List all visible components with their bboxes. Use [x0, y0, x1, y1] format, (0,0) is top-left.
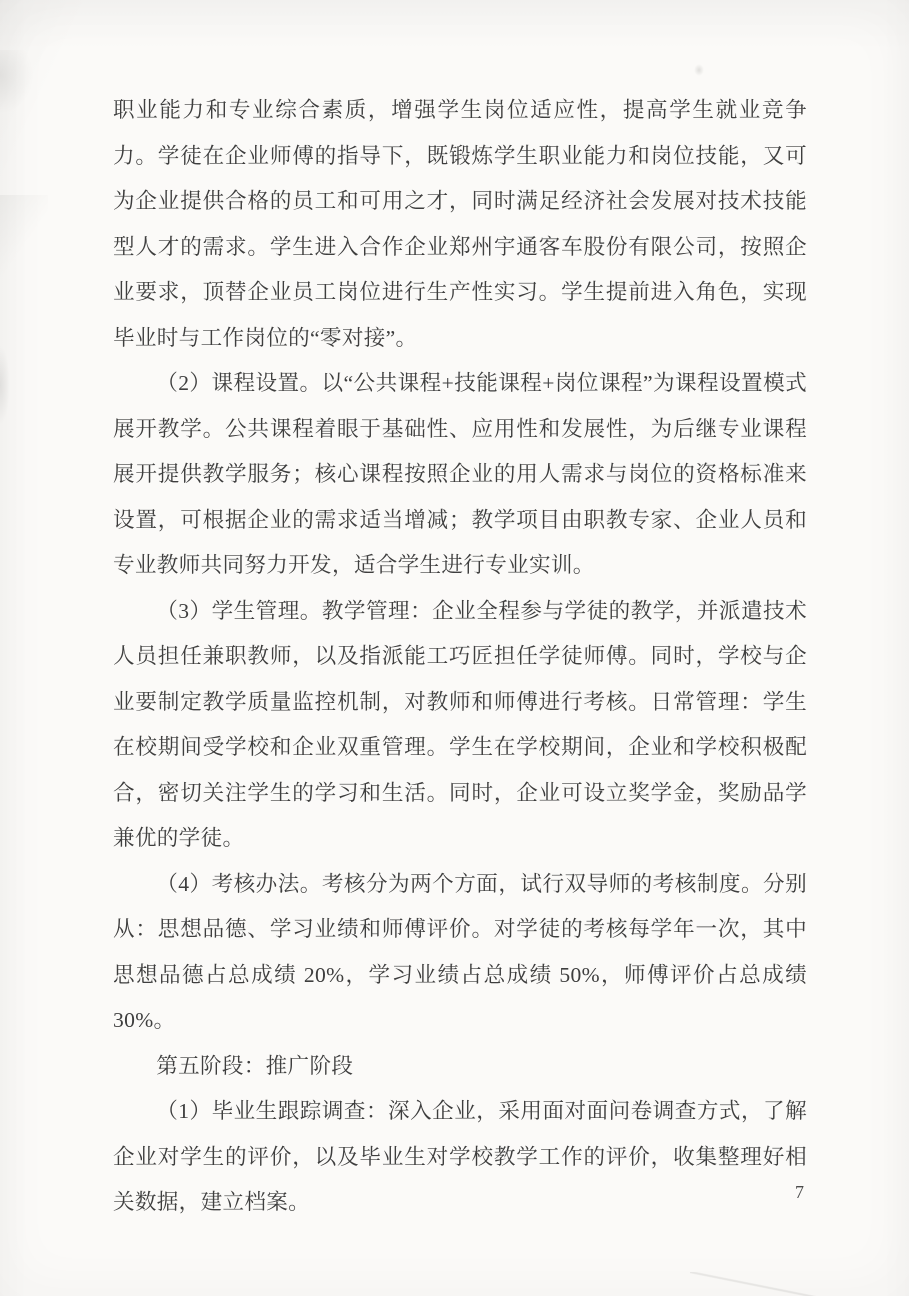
paragraph-graduate-tracking-survey: （1）毕业生跟踪调查：深入企业，采用面对面问卷调查方式，了解企业对学生的评价，以及毕业生对学校教学工作的评价，收集整理好相关数据，建立档案。: [113, 1099, 807, 1214]
scan-line-bottom: [690, 1272, 820, 1296]
scan-smudge-top-left: [0, 50, 34, 114]
paragraph-curriculum-setup: （2）课程设置。以“公共课程+技能课程+岗位课程”为课程设置模式展开教学。公共课程着眼于基础性、应用性和发展性，为后继专业课程展开提供教学服务；核心课程按照企业的用人需求与岗位的资格标准来设置，可根据企业的需求适当增减；教学项目由职教专家、企业人员和专业教师共同努力开发，适合学生进行专业实训。: [113, 371, 807, 577]
paragraph-student-management: （3）学生管理。教学管理：企业全程参与学徒的教学，并派遣技术人员担任兼职教师，以及指派能工巧匠担任学徒师傅。同时，学校与企业要制定教学质量监控机制，对教师和师傅进行考核。日常管理：学生在校期间受学校和企业双重管理。学生在学校期间，企业和学校积极配合，密切关注学生的学习和生活。同时，企业可设立奖学金，奖励品学兼优的学徒。: [113, 598, 807, 850]
scan-streak-left: [0, 195, 48, 285]
document-body: [113, 88, 807, 1226]
paragraph-assessment-method: （4）考核办法。考核分为两个方面，试行双导师的考核制度。分别从：思想品德、学习业绩和师傅评价。对学徒的考核每学年一次，其中思想品德占总成绩 20%，学习业绩占总成绩 50%，师傅评价占总成绩 30%。: [113, 871, 807, 1032]
scan-speck-left: [0, 345, 10, 425]
section-heading-stage-five: 第五阶段：推广阶段: [156, 1053, 354, 1078]
scan-speck-right: [694, 64, 704, 76]
paragraph-continuation-apprenticeship: 职业能力和专业综合素质，增强学生岗位适应性，提高学生就业竞争力。学徒在企业师傅的指导下，既锻炼学生职业能力和岗位技能，又可为企业提供合格的员工和可用之才，同时满足经济社会发展对技术技能型人才的需求。学生进入合作企业郑州宇通客车股份有限公司，按照企业要求，顶替企业员工岗位进行生产性实习。学生提前进入角色，实现毕业时与工作岗位的“零对接”。: [113, 98, 807, 350]
page-number: 7: [795, 1182, 804, 1202]
